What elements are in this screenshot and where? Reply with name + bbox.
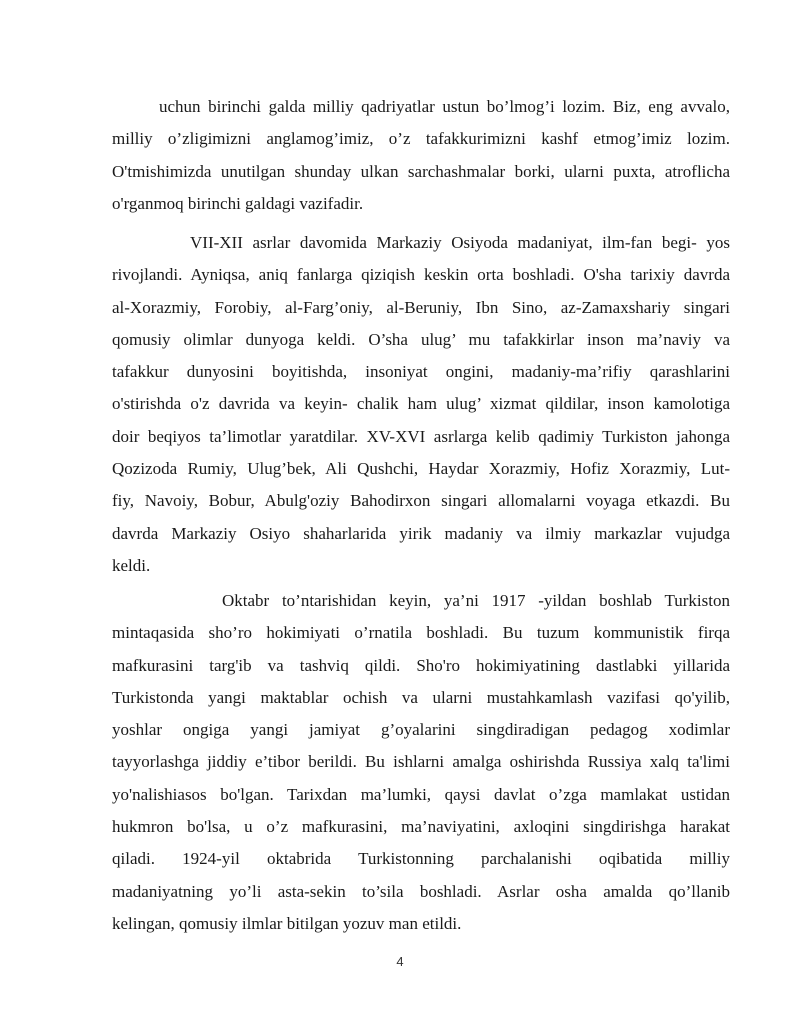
paragraph-line: Turkistonda yangi maktablar ochish va ularni mustahkamlash vazifasi qo'yilib,: [112, 687, 730, 707]
paragraph-line: milliy o’zligimizni anglamog’imiz, o’z tafakkurimizni kashf etmog’imiz lozim.: [112, 129, 730, 149]
paragraph-line: uchun birinchi galda milliy qadriyatlar ustun bo’lmog’i lozim. Biz, eng avvalo,: [159, 97, 730, 116]
paragraph-line: VII-XII asrlar davomida Markaziy Osiyoda madaniyat, ilm-fan begi- yos: [190, 233, 730, 252]
paragraph-1: [112, 91, 730, 220]
paragraph-line: doir beqiyos ta’limotlar yaratdilar. XV-XVI asrlarga kelib qadimiy Turkiston jahonga: [112, 426, 730, 446]
paragraph-line: o'stirishda o'z davrida va keyin- chalik ham ulug’ xizmat qildilar, inson kamolotiga: [112, 394, 730, 414]
paragraph-line: al-Xorazmiy, Forobiy, al-Farg’oniy, al-Beruniy, Ibn Sino, az-Zamaxshariy singari: [112, 297, 730, 317]
paragraph-line: Qozizoda Rumiy, Ulug’bek, Ali Qushchi, Haydar Xorazmiy, Hofiz Xorazmiy, Lut-: [112, 459, 730, 479]
paragraph-line: tayyorlashga jiddiy e’tibor berildi. Bu ishlarni amalga oshirishda Russiya xalq ta'limi: [112, 752, 730, 772]
paragraph-line: mintaqasida sho’ro hokimiyati o’rnatila boshladi. Bu tuzum kommunistik firqa: [112, 623, 730, 643]
paragraph-line: tafakkur dunyosini boyitishda, insoniyat ongini, madaniy-ma’rifiy qarashlarini: [112, 362, 730, 382]
paragraph-line: hukmron bo'lsa, u o’z mafkurasini, ma’naviyatini, axloqini singdirishga harakat: [112, 817, 730, 837]
paragraph-line: qiladi. 1924-yil oktabrida Turkistonning parchalanishi oqibatida milliy: [112, 849, 730, 869]
paragraph-line: O'tmishimizda unutilgan shunday ulkan sarchashmalar borki, ularni puxta, atroflicha: [112, 161, 730, 181]
paragraph-line: fiy, Navoiy, Bobur, Abulg'oziy Bahodirxon singari allomalarni voyaga etkazdi. Bu: [112, 491, 730, 511]
paragraph-line: madaniyatning yo’li asta-sekin to’sila boshladi. Asrlar osha amalda qo’llanib: [112, 881, 730, 901]
paragraph-line: yoshlar ongiga yangi jamiyat g’oyalarini singdiradigan pedagog xodimlar: [112, 720, 730, 740]
paragraph-line: davrda Markaziy Osiyo shaharlarida yirik madaniy va ilmiy markazlar vujudga: [112, 523, 730, 543]
paragraph-line: o'rganmoq birinchi galdagi vazifadir.: [112, 193, 364, 213]
paragraph-line: qomusiy olimlar dunyoga keldi. O’sha ulug’ mu tafakkirlar inson ma’naviy va: [112, 329, 730, 349]
paragraph-line: keldi.: [112, 555, 151, 575]
paragraph-line: Oktabr to’ntarishidan keyin, ya’ni 1917 -yildan boshlab Turkiston: [222, 591, 730, 610]
paragraph-3: [112, 585, 730, 940]
paragraph-2: [112, 227, 730, 582]
paragraph-line: kelingan, qomusiy ilmlar bitilgan yozuv man etildi.: [112, 913, 462, 933]
paragraph-line: yo'nalishiasos bo'lgan. Tarixdan ma’lumki, qaysi davlat o’zga mamlakat ustidan: [112, 784, 730, 804]
page-number: 4: [396, 954, 404, 969]
paragraph-line: mafkurasini targ'ib va tashviq qildi. Sho'ro hokimiyatining dastlabki yillarida: [112, 655, 730, 675]
paragraph-line: rivojlandi. Ayniqsa, aniq fanlarga qiziqish keskin orta boshladi. O'sha tarixiy davrda: [112, 265, 730, 285]
